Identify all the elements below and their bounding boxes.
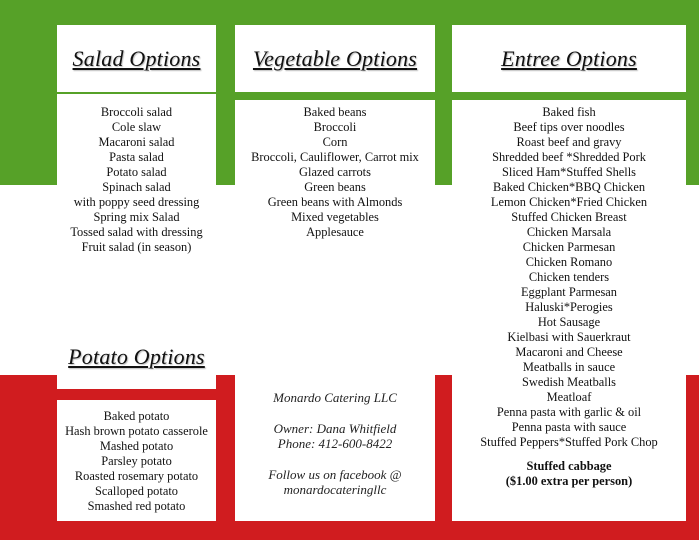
list-item: Eggplant Parmesan — [520, 285, 617, 299]
vegetable-header — [235, 25, 435, 92]
potato-title: Potato Options — [68, 344, 205, 369]
list-item: Kielbasi with Sauerkraut — [507, 330, 631, 344]
list-item: Roast beef and gravy — [516, 135, 622, 149]
list-item: Pasta salad — [109, 150, 164, 164]
list-item: Meatballs in sauce — [522, 360, 616, 374]
list-item: Parsley potato — [101, 454, 172, 468]
list-item: Broccoli, Cauliflower, Carrot mix — [251, 150, 419, 164]
salad-list — [57, 105, 216, 255]
list-item: Tossed salad with dressing — [70, 225, 203, 239]
list-item: Green beans with Almonds — [267, 195, 403, 209]
list-item: Chicken tenders — [528, 270, 610, 284]
list-item: Hash brown potato casserole — [65, 424, 208, 438]
list-item: with poppy seed dressing — [73, 195, 200, 209]
vegetable-title: Vegetable Options — [252, 45, 418, 71]
owner-line: Owner: Dana Whitfield — [273, 421, 397, 436]
list-item: Baked potato — [103, 409, 170, 423]
list-item: Glazed carrots — [299, 165, 371, 179]
salad-panel — [57, 94, 216, 389]
facebook-line-1: Follow us on facebook @ — [268, 467, 402, 482]
list-item: Roasted rosemary potato — [74, 469, 199, 483]
potato-list — [57, 409, 216, 514]
list-item: Stuffed Chicken Breast — [511, 210, 627, 224]
entree-title: Entree Options — [501, 45, 637, 71]
list-item: Swedish Meatballs — [522, 375, 616, 389]
list-item: Chicken Romano — [525, 255, 613, 269]
potato-panel — [57, 400, 216, 521]
list-item: Scalloped potato — [95, 484, 178, 498]
list-item: Macaroni salad — [98, 135, 175, 149]
list-item: Sliced Ham*Stuffed Shells — [502, 165, 636, 179]
list-item: Spinach salad — [102, 180, 171, 194]
list-item: Hot Sausage — [537, 315, 601, 329]
list-item: Mashed potato — [99, 439, 174, 453]
list-item: Haluski*Perogies — [525, 300, 613, 314]
stuffed-cabbage-line: Stuffed cabbage — [526, 459, 612, 473]
list-item: Broccoli salad — [100, 105, 173, 119]
list-item: Smashed red potato — [87, 499, 186, 513]
list-item: Baked Chicken*BBQ Chicken — [492, 180, 646, 194]
extra-price-line: ($1.00 extra per person) — [505, 474, 633, 488]
list-item: Applesauce — [306, 225, 364, 239]
list-item: Penna pasta with sauce — [511, 420, 627, 434]
list-item: Potato salad — [106, 165, 167, 179]
company-name: Monardo Catering LLC — [273, 390, 397, 405]
contact-block — [235, 390, 435, 497]
list-item: Macaroni and Cheese — [515, 345, 623, 359]
entree-header — [452, 25, 686, 92]
list-item: Fruit salad (in season) — [81, 240, 192, 254]
list-item: Lemon Chicken*Fried Chicken — [490, 195, 648, 209]
list-item: Mixed vegetables — [291, 210, 379, 224]
phone-line: Phone: 412-600-8422 — [277, 436, 393, 451]
list-item: Chicken Marsala — [526, 225, 612, 239]
list-item: Corn — [322, 135, 348, 149]
facebook-line-2: monardocateringllc — [283, 482, 387, 497]
potato-heading — [57, 344, 216, 370]
list-item: Baked beans — [303, 105, 367, 119]
list-item: Cole slaw — [111, 120, 162, 134]
list-item: Stuffed Peppers*Stuffed Pork Chop — [480, 435, 658, 449]
list-item: Meatloaf — [546, 390, 592, 404]
vegetable-list — [235, 105, 435, 240]
list-item: Baked fish — [542, 105, 596, 119]
salad-header — [57, 25, 216, 92]
list-item: Spring mix Salad — [93, 210, 180, 224]
list-item: Beef tips over noodles — [513, 120, 625, 134]
salad-title: Salad Options — [72, 45, 201, 71]
list-item: Penna pasta with garlic & oil — [496, 405, 642, 419]
list-item: Shredded beef *Shredded Pork — [492, 150, 646, 164]
entree-list — [452, 105, 686, 450]
list-item: Chicken Parmesan — [522, 240, 616, 254]
vegetable-panel — [235, 100, 435, 521]
entree-extra — [452, 459, 686, 489]
list-item: Broccoli — [313, 120, 357, 134]
entree-panel — [452, 100, 686, 521]
list-item: Green beans — [304, 180, 366, 194]
